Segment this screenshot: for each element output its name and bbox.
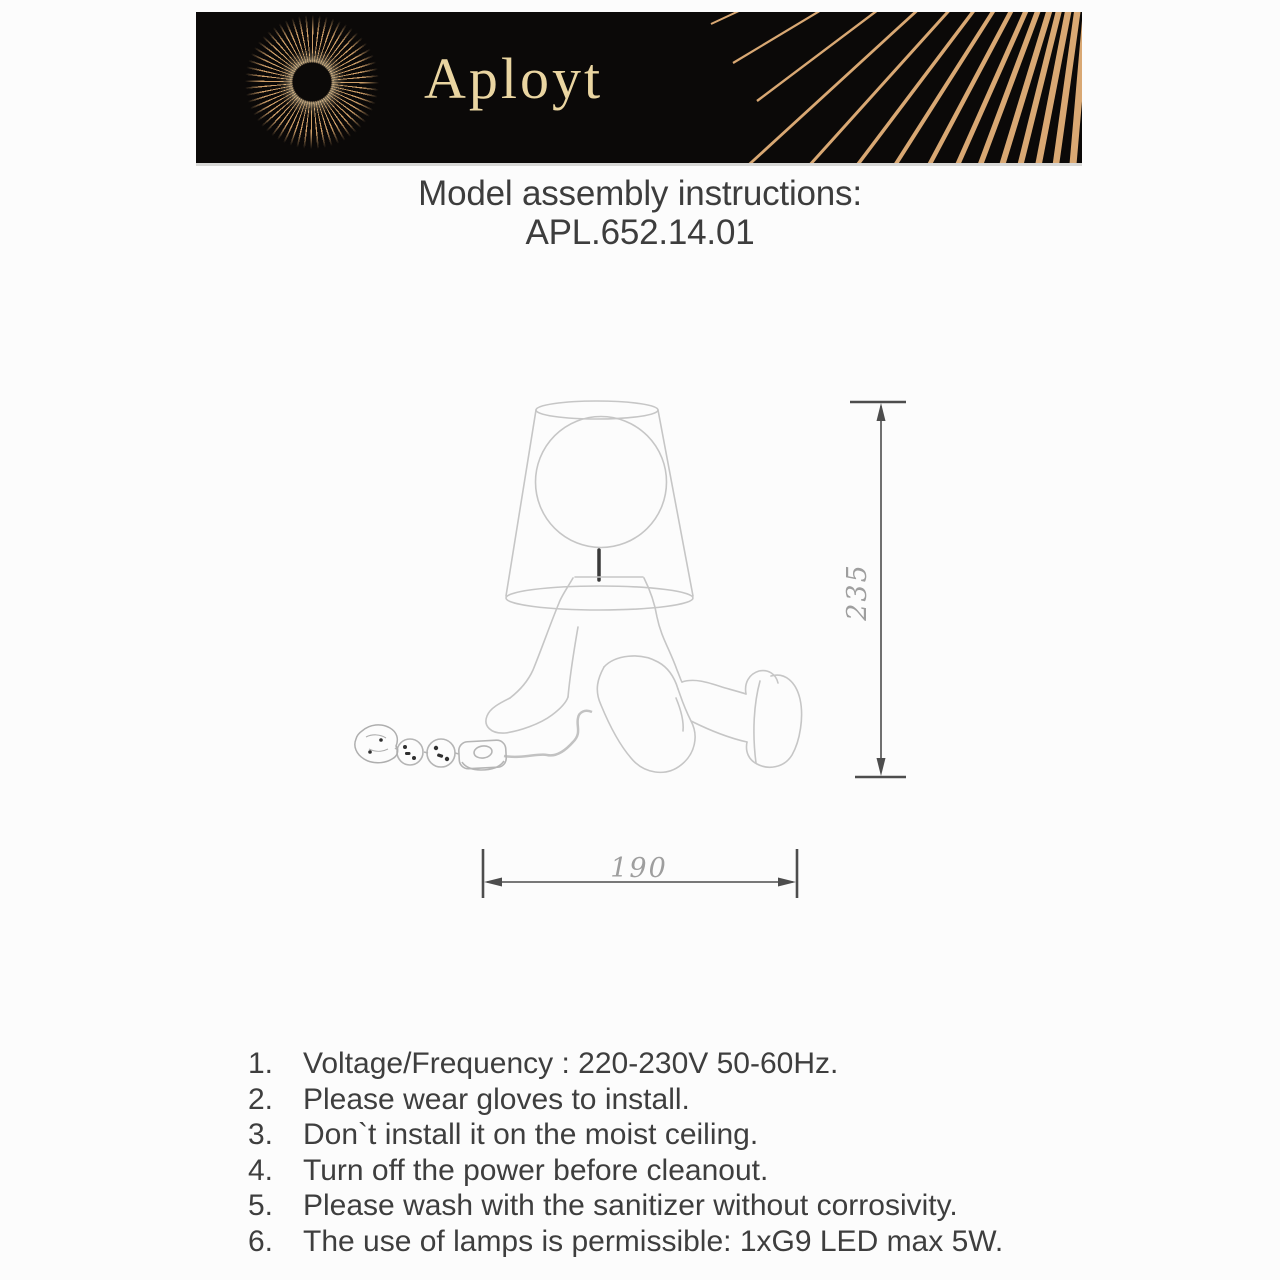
- list-item-number: 3.: [248, 1118, 274, 1152]
- list-item-text: Don`t install it on the moist ceiling.: [303, 1118, 759, 1152]
- page-title: Model assembly instructions:: [418, 174, 862, 213]
- list-item-number: 1.: [248, 1047, 274, 1080]
- height-dimension-label: 235: [842, 563, 873, 621]
- list-item: [248, 1082, 1078, 1118]
- list-item: [248, 1046, 1078, 1082]
- list-item-number: 5.: [248, 1189, 274, 1223]
- model-number: APL.652.14.01: [525, 213, 755, 252]
- list-item-number: 6.: [248, 1224, 274, 1258]
- width-dimension-label: 190: [610, 853, 668, 884]
- list-item-text: Turn off the power before cleanout.: [303, 1153, 769, 1187]
- list-item: [248, 1153, 1078, 1189]
- title-block: [0, 174, 1280, 252]
- list-item-text: Please wash with the sanitizer without corrosivity.: [303, 1189, 958, 1223]
- plug-pin-details: [368, 738, 449, 761]
- width-dimension: [483, 849, 797, 898]
- list-item-number: 4.: [248, 1153, 274, 1187]
- list-item: [248, 1224, 1078, 1260]
- gold-rays-decoration-icon: [196, 12, 1082, 163]
- list-item: [248, 1117, 1078, 1153]
- instruction-list: [248, 1046, 1078, 1260]
- inline-switch: [455, 740, 507, 770]
- power-plug: [355, 725, 398, 763]
- plug-adapters: [395, 739, 455, 767]
- power-cord: [504, 711, 592, 757]
- list-item-number: 2.: [248, 1082, 274, 1116]
- list-item: [248, 1188, 1078, 1224]
- brand-logo-text: Aployt: [424, 46, 604, 111]
- list-item-text: The use of lamps is permissible: 1xG9 LED max 5W.: [303, 1224, 1004, 1258]
- lamp-figure: [486, 401, 802, 772]
- brand-banner: [196, 12, 1082, 166]
- list-item-text: Please wear gloves to install.: [303, 1082, 690, 1116]
- height-dimension: [850, 402, 906, 777]
- list-item-text: Voltage/Frequency : 220-230V 50-60Hz.: [303, 1047, 839, 1080]
